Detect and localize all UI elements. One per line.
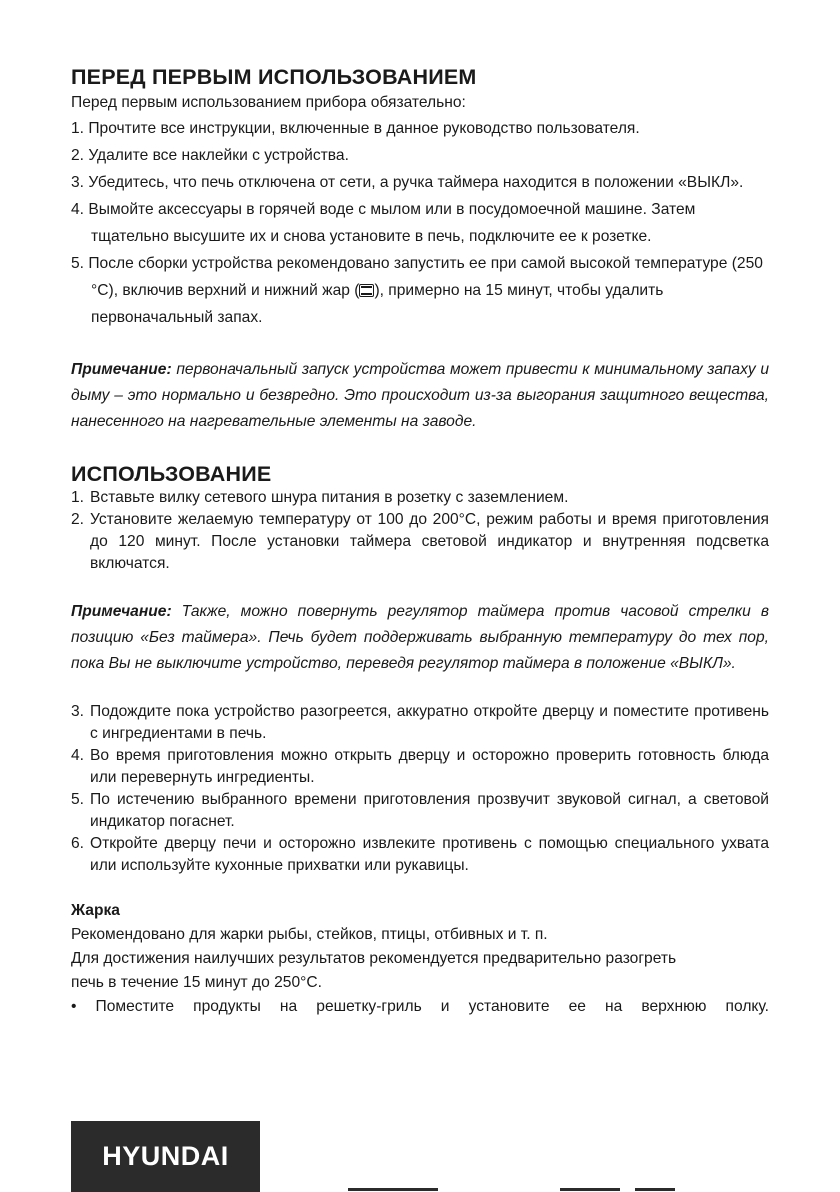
note-first-use: Примечание: первоначальный запуск устройства может привести к минимальному запаху и дыму – это нормально и безвредно. Это происходит из-за выгорания защитного вещества, нанесенного на нагревательные элементы на заводе. [71, 361, 769, 430]
list-item: 5. После сборки устройства рекомендовано запустить ее при самой высокой температуре (250 °С), включив верхний и нижний жар ( ), примерно на 15 минут, чтобы удалить первоначальный запах. [71, 255, 763, 326]
note-timer: Примечание: Также, можно повернуть регулятор таймера против часовой стрелки в позицию «Без таймера». Печь будет поддерживать выбранную температуру до тех пор, пока Вы не выключите устройство, переведя регулятор таймера в положение «ВЫКЛ». [71, 603, 769, 672]
frying-bullet: • Поместите продукты на решетку-гриль и установите ее на верхнюю полку. [71, 998, 769, 1015]
usage-steps-b [71, 701, 769, 877]
brand-logo [71, 1121, 260, 1192]
list-item: 2. Удалите все наклейки с устройства. [71, 147, 349, 164]
list-item: 6. Откройте дверцу печи и осторожно извлеките противень с помощью специального ухвата или используйте кухонные прихватки или рукавицы. [71, 835, 769, 874]
section-intro: Перед первым использованием прибора обязательно: [71, 94, 466, 111]
section-title-usage: ИСПОЛЬЗОВАНИЕ [71, 462, 272, 486]
brand-logo-text: HYUNDAI [102, 1141, 229, 1171]
list-item: 2. Установите желаемую температуру от 100 до 200°С, режим работы и время приготовления до 120 минут. После установки таймера световой индикатор и внутренняя подсветка включатся. [71, 511, 769, 572]
note-label: Примечание: [71, 361, 172, 378]
list-item: 1. Вставьте вилку сетевого шнура питания в розетку с заземлением. [71, 489, 569, 506]
frying-line-2: Для достижения наилучших результатов рекомендуется предварительно разогреть печь в течение 15 минут до 250°С. [71, 950, 677, 991]
frying-line-1: Рекомендовано для жарки рыбы, стейков, птицы, отбивных и т. п. [71, 926, 548, 943]
list-item: 3. Подождите пока устройство разогреется, аккуратно откройте дверцу и поместите противень с ингредиентами в печь. [71, 703, 769, 742]
list-item: 4. Вымойте аксессуары в горячей воде с мылом или в посудомоечной машине. Затем тщательно высушите их и снова установите в печь, подключите ее к розетке. [71, 201, 696, 245]
list-item: 3. Убедитесь, что печь отключена от сети, а ручка таймера находится в положении «ВЫКЛ». [71, 174, 744, 191]
first-use-steps [71, 115, 769, 331]
page-content [71, 64, 769, 1019]
list-item: 5. По истечению выбранного времени приготовления прозвучит звуковой сигнал, а световой индикатор погаснет. [71, 791, 769, 830]
section-title-before-first-use: ПЕРЕД ПЕРВЫМ ИСПОЛЬЗОВАНИЕМ [71, 65, 477, 89]
frying-section [71, 899, 769, 1019]
list-item: 1. Прочтите все инструкции, включенные в данное руководство пользователя. [71, 120, 640, 137]
note-label: Примечание: [71, 603, 172, 620]
list-item: 4. Во время приготовления можно открыть дверцу и осторожно проверить готовность блюда или перевернуть ингредиенты. [71, 747, 769, 786]
footer-bar [260, 1186, 840, 1192]
frying-title: Жарка [71, 902, 120, 919]
usage-steps-a [71, 487, 769, 575]
top-bottom-heat-icon [359, 284, 374, 297]
